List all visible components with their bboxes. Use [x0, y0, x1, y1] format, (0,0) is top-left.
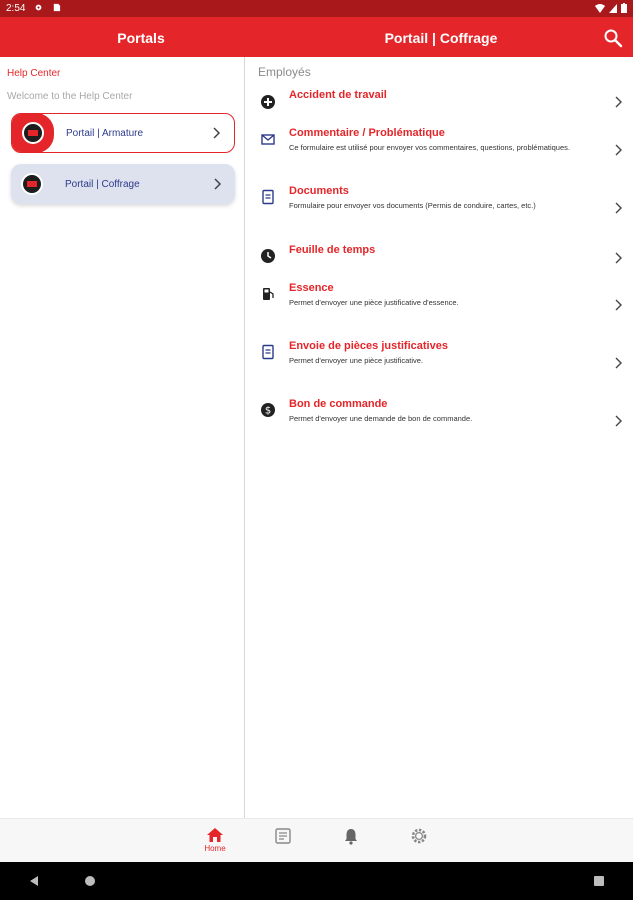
portal-logo-icon	[21, 173, 43, 195]
recent-apps-icon[interactable]	[594, 876, 604, 886]
list-item-commentaire[interactable]	[246, 127, 633, 177]
item-description: Formulaire pour envoyer vos documents (Permis de conduire, cartes, etc.)	[289, 201, 536, 210]
main-content	[246, 57, 633, 818]
item-title: Essence	[289, 282, 334, 294]
item-title: Accident de travail	[289, 89, 387, 101]
document-icon	[260, 189, 276, 205]
form-icon	[274, 827, 292, 845]
item-description: Permet d'envoyer une pièce justificative d'essence.	[289, 298, 459, 307]
item-title: Envoie de pièces justificatives	[289, 340, 448, 352]
page-title: Portail | Coffrage	[384, 30, 498, 46]
status-bar	[0, 0, 633, 17]
signal-icon	[609, 4, 617, 13]
battery-icon	[621, 3, 627, 13]
mail-icon	[260, 131, 276, 147]
chevron-right-icon	[611, 298, 625, 312]
sim-status-icon	[52, 3, 61, 12]
chevron-right-icon	[611, 201, 625, 215]
item-title: Bon de commande	[289, 398, 388, 410]
portal-card-coffrage[interactable]	[11, 164, 235, 204]
bottom-navigation	[0, 818, 633, 862]
bell-icon	[342, 827, 360, 845]
item-title: Documents	[289, 185, 349, 197]
fuel-icon	[260, 286, 276, 302]
home-circle-icon[interactable]	[85, 876, 95, 886]
portal-label: Portail | Coffrage	[65, 178, 140, 190]
settings-status-icon	[34, 3, 43, 12]
clock-icon	[260, 248, 276, 264]
chevron-right-icon	[611, 356, 625, 370]
portal-logo-icon	[22, 122, 44, 144]
chevron-right-icon	[209, 176, 225, 192]
list-item-essence[interactable]	[246, 282, 633, 332]
svg-text:$: $	[264, 405, 272, 417]
chevron-right-icon	[611, 95, 625, 109]
item-description: Ce formulaire est utilisé pour envoyer vos commentaires, questions, problématiques.	[289, 143, 570, 152]
receipt-icon	[260, 344, 276, 360]
help-center-label: Help Center	[7, 68, 61, 79]
list-item-feuille-de-temps[interactable]	[246, 244, 633, 284]
chevron-right-icon	[208, 125, 224, 141]
portals-sidebar	[0, 57, 245, 818]
app-bar	[0, 17, 633, 57]
list-item-pieces-justificatives[interactable]	[246, 340, 633, 390]
portal-label: Portail | Armature	[66, 127, 144, 139]
portal-logo-wrap	[11, 164, 53, 204]
back-icon[interactable]	[28, 875, 40, 887]
item-title: Commentaire / Problématique	[289, 127, 445, 139]
nav-home[interactable]	[200, 827, 230, 857]
item-title: Feuille de temps	[289, 244, 376, 256]
list-item-documents[interactable]	[246, 185, 633, 235]
chevron-right-icon	[611, 251, 625, 265]
portals-title: Portals	[117, 30, 165, 46]
item-description: Permet d'envoyer une demande de bon de commande.	[289, 414, 473, 423]
list-item-bon-de-commande[interactable]	[246, 398, 633, 448]
plus-circle-icon	[260, 94, 276, 110]
chevron-right-icon	[611, 414, 625, 428]
list-item-accident[interactable]	[246, 89, 633, 129]
chevron-right-icon	[611, 143, 625, 157]
wifi-icon	[595, 4, 605, 13]
nav-home-label: Home	[204, 844, 226, 853]
welcome-text: Welcome to the Help Center	[7, 91, 133, 102]
section-title: Employés	[258, 65, 311, 79]
nav-forms[interactable]	[268, 827, 298, 857]
dollar-circle-icon	[260, 402, 276, 418]
search-icon[interactable]	[603, 28, 623, 48]
nav-settings[interactable]	[404, 827, 434, 857]
item-description: Permet d'envoyer une pièce justificative.	[289, 356, 424, 365]
portal-card-armature[interactable]	[11, 113, 235, 153]
home-icon	[206, 827, 224, 843]
portal-logo-wrap	[12, 113, 54, 153]
status-time: 2:54	[6, 3, 26, 14]
gear-icon	[410, 827, 428, 845]
nav-notifications[interactable]	[336, 827, 366, 857]
system-navigation	[0, 862, 633, 900]
